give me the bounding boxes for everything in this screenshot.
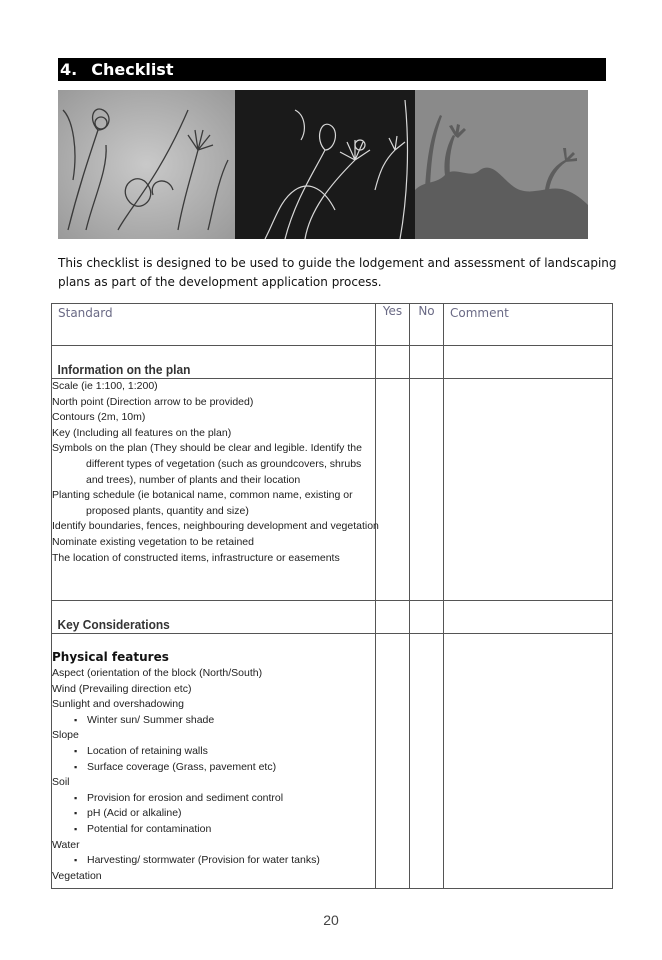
section-title-information: Information on the plan [57, 362, 191, 377]
list-item: Contours (2m, 10m) [52, 411, 146, 424]
header-no: No [410, 304, 444, 346]
list-item: Symbols on the plan (They should be clear and legible. Identify the [52, 442, 362, 455]
list-item: Nominate existing vegetation to be retained [52, 535, 254, 548]
sketch-panel-light [58, 90, 235, 239]
bullet-item: ▪ Winter sun/ Summer shade [52, 713, 375, 729]
section-row-information [52, 346, 613, 379]
page-number: 20 [323, 912, 339, 928]
list-item: Aspect (orientation of the block (North/South) [52, 667, 263, 679]
botanical-banner-image [58, 90, 588, 239]
header-standard: Standard [52, 304, 376, 346]
list-item-continuation: different types of vegetation (such as groundcovers, shrubs [86, 457, 362, 470]
header-yes: Yes [376, 304, 410, 346]
no-cell[interactable] [410, 379, 444, 601]
section-title-key-considerations: Key Considerations [57, 617, 170, 632]
list-item: Sunlight and overshadowing [52, 698, 184, 711]
list-item-continuation: and trees), number of plants and their location [86, 473, 301, 486]
subheading-physical-features: Physical features [52, 650, 169, 664]
header-comment: Comment [444, 304, 613, 346]
section-title-cell [52, 601, 376, 634]
checklist-table [51, 303, 613, 889]
yes-cell[interactable] [376, 634, 410, 889]
bullet-item: ▪ Surface coverage (Grass, pavement etc) [52, 760, 375, 776]
yes-cell[interactable] [376, 601, 410, 634]
list-item: Slope [52, 729, 79, 742]
intro-paragraph: This checklist is designed to be used to guide the lodgement and assessment of landscaping plans as part of the development application process. [58, 256, 617, 289]
items-row-key-considerations [52, 634, 613, 889]
bullet-item: ▪ Location of retaining walls [52, 744, 375, 760]
list-item: Scale (ie 1:100, 1:200) [52, 380, 158, 392]
sketch-panel-grey [415, 90, 588, 239]
standard-items-cell [52, 379, 379, 601]
comment-cell[interactable] [444, 601, 613, 634]
standard-items-cell [52, 634, 376, 889]
bullet-item: ▪ Harvesting/ stormwater (Provision for water tanks) [52, 853, 375, 869]
table-header-row [52, 304, 613, 346]
list-item: The location of constructed items, infrastructure or easements [52, 551, 340, 564]
list-item: Identify boundaries, fences, neighbouring development and vegetation [52, 520, 379, 533]
list-item: Soil [52, 776, 70, 789]
section-row-key-considerations [52, 601, 613, 634]
no-cell[interactable] [410, 346, 444, 379]
bullet-item: ▪ Potential for contamination [52, 822, 375, 838]
list-item: North point (Direction arrow to be provided) [52, 395, 254, 408]
comment-cell[interactable] [444, 346, 613, 379]
list-item: Planting schedule (ie botanical name, common name, existing or [52, 489, 353, 502]
bullet-item: ▪ pH (Acid or alkaline) [52, 806, 375, 822]
no-cell[interactable] [410, 634, 444, 889]
list-item: Key (Including all features on the plan) [52, 426, 232, 439]
list-item: Wind (Prevailing direction etc) [52, 682, 192, 695]
list-item: Water [52, 838, 80, 851]
yes-cell[interactable] [376, 379, 410, 601]
list-item: Vegetation [52, 869, 102, 882]
bullet-item: ▪ Provision for erosion and sediment control [52, 791, 375, 807]
section-title-cell [52, 346, 376, 379]
section-heading-bar [58, 58, 606, 81]
yes-cell[interactable] [376, 346, 410, 379]
section-number: 4. [60, 60, 78, 79]
list-item-continuation: proposed plants, quantity and size) [86, 504, 249, 517]
section-title: Checklist [91, 60, 174, 79]
comment-cell[interactable] [444, 379, 613, 601]
items-row-information [52, 379, 613, 601]
sketch-panel-dark [235, 90, 415, 239]
comment-cell[interactable] [444, 634, 613, 889]
no-cell[interactable] [410, 601, 444, 634]
